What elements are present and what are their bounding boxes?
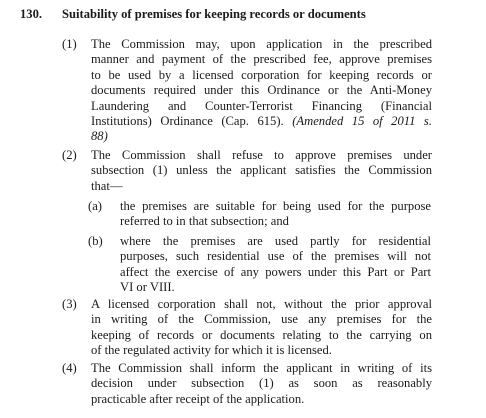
subsection-text [91,148,432,194]
text-line [91,114,432,129]
paragraph-text [120,234,431,296]
subsection-text [91,297,432,359]
paragraph-a [88,199,431,230]
text-line: affect the exercise of any powers under this Part or Part [120,264,431,279]
subsection-number: (4) [62,361,77,375]
section-number: 130. [20,7,43,21]
text-segment: Institutions) Ordinance (Cap. 615). [91,114,284,129]
paragraph-number: (a) [88,199,102,213]
text-line: referred to in that subsection; and [120,214,289,229]
subsection-1 [62,37,432,145]
text-line: The Commission shall refuse to approve premises under [91,148,432,162]
text-line: The Commission shall inform the applicant in writing of its [91,361,432,375]
amendment-note: 88) [91,129,108,144]
section-title: Suitability of premises for keeping records or documents [62,7,366,21]
text-line: purposes, such residential use of the premises will not [120,249,431,264]
text-line: The Commission may, upon application in the prescribed [91,37,432,51]
text-line: practicable after receipt of the application. [91,391,305,406]
subsection-text [91,37,432,145]
text-line: decision under subsection (1) as soon as reasonably [91,376,432,391]
subsection-number: (2) [62,148,77,162]
text-line: VI or VIII. [120,280,175,295]
subsection-text [91,361,432,407]
text-line: documents required under this Ordinance or the Anti-Money [91,83,432,98]
subsection-4 [62,361,432,407]
text-line: of the regulated activity for which it is licensed. [91,343,332,358]
text-line: Laundering and Counter-Terrorist Financing (Financial [91,98,432,113]
subsection-number: (1) [62,37,77,51]
subsection-number: (3) [62,297,77,311]
text-line: A licensed corporation shall not, without the prior approval [91,297,432,311]
paragraph-number: (b) [88,234,103,248]
text-line: to be used by a licensed corporation for keeping records or [91,67,432,82]
subsection-2 [62,148,432,194]
text-line: keeping of records or documents relating to the carrying on [91,327,432,342]
paragraph-b [88,234,431,296]
text-line: where the premises are used partly for residential [120,234,431,248]
subsection-3 [62,297,432,359]
text-line: the premises are suitable for being used for the purpose [120,199,431,213]
text-line: in writing of the Commission, use any premises for the [91,312,432,327]
text-line: that— [91,178,123,193]
amendment-note: (Amended 15 of 2011 s. [292,114,432,129]
paragraph-text [120,199,431,230]
text-line: manner and payment of the prescribed fee, approve premises [91,52,432,67]
text-line: subsection (1) unless the applicant satisfies the Commission [91,163,432,178]
